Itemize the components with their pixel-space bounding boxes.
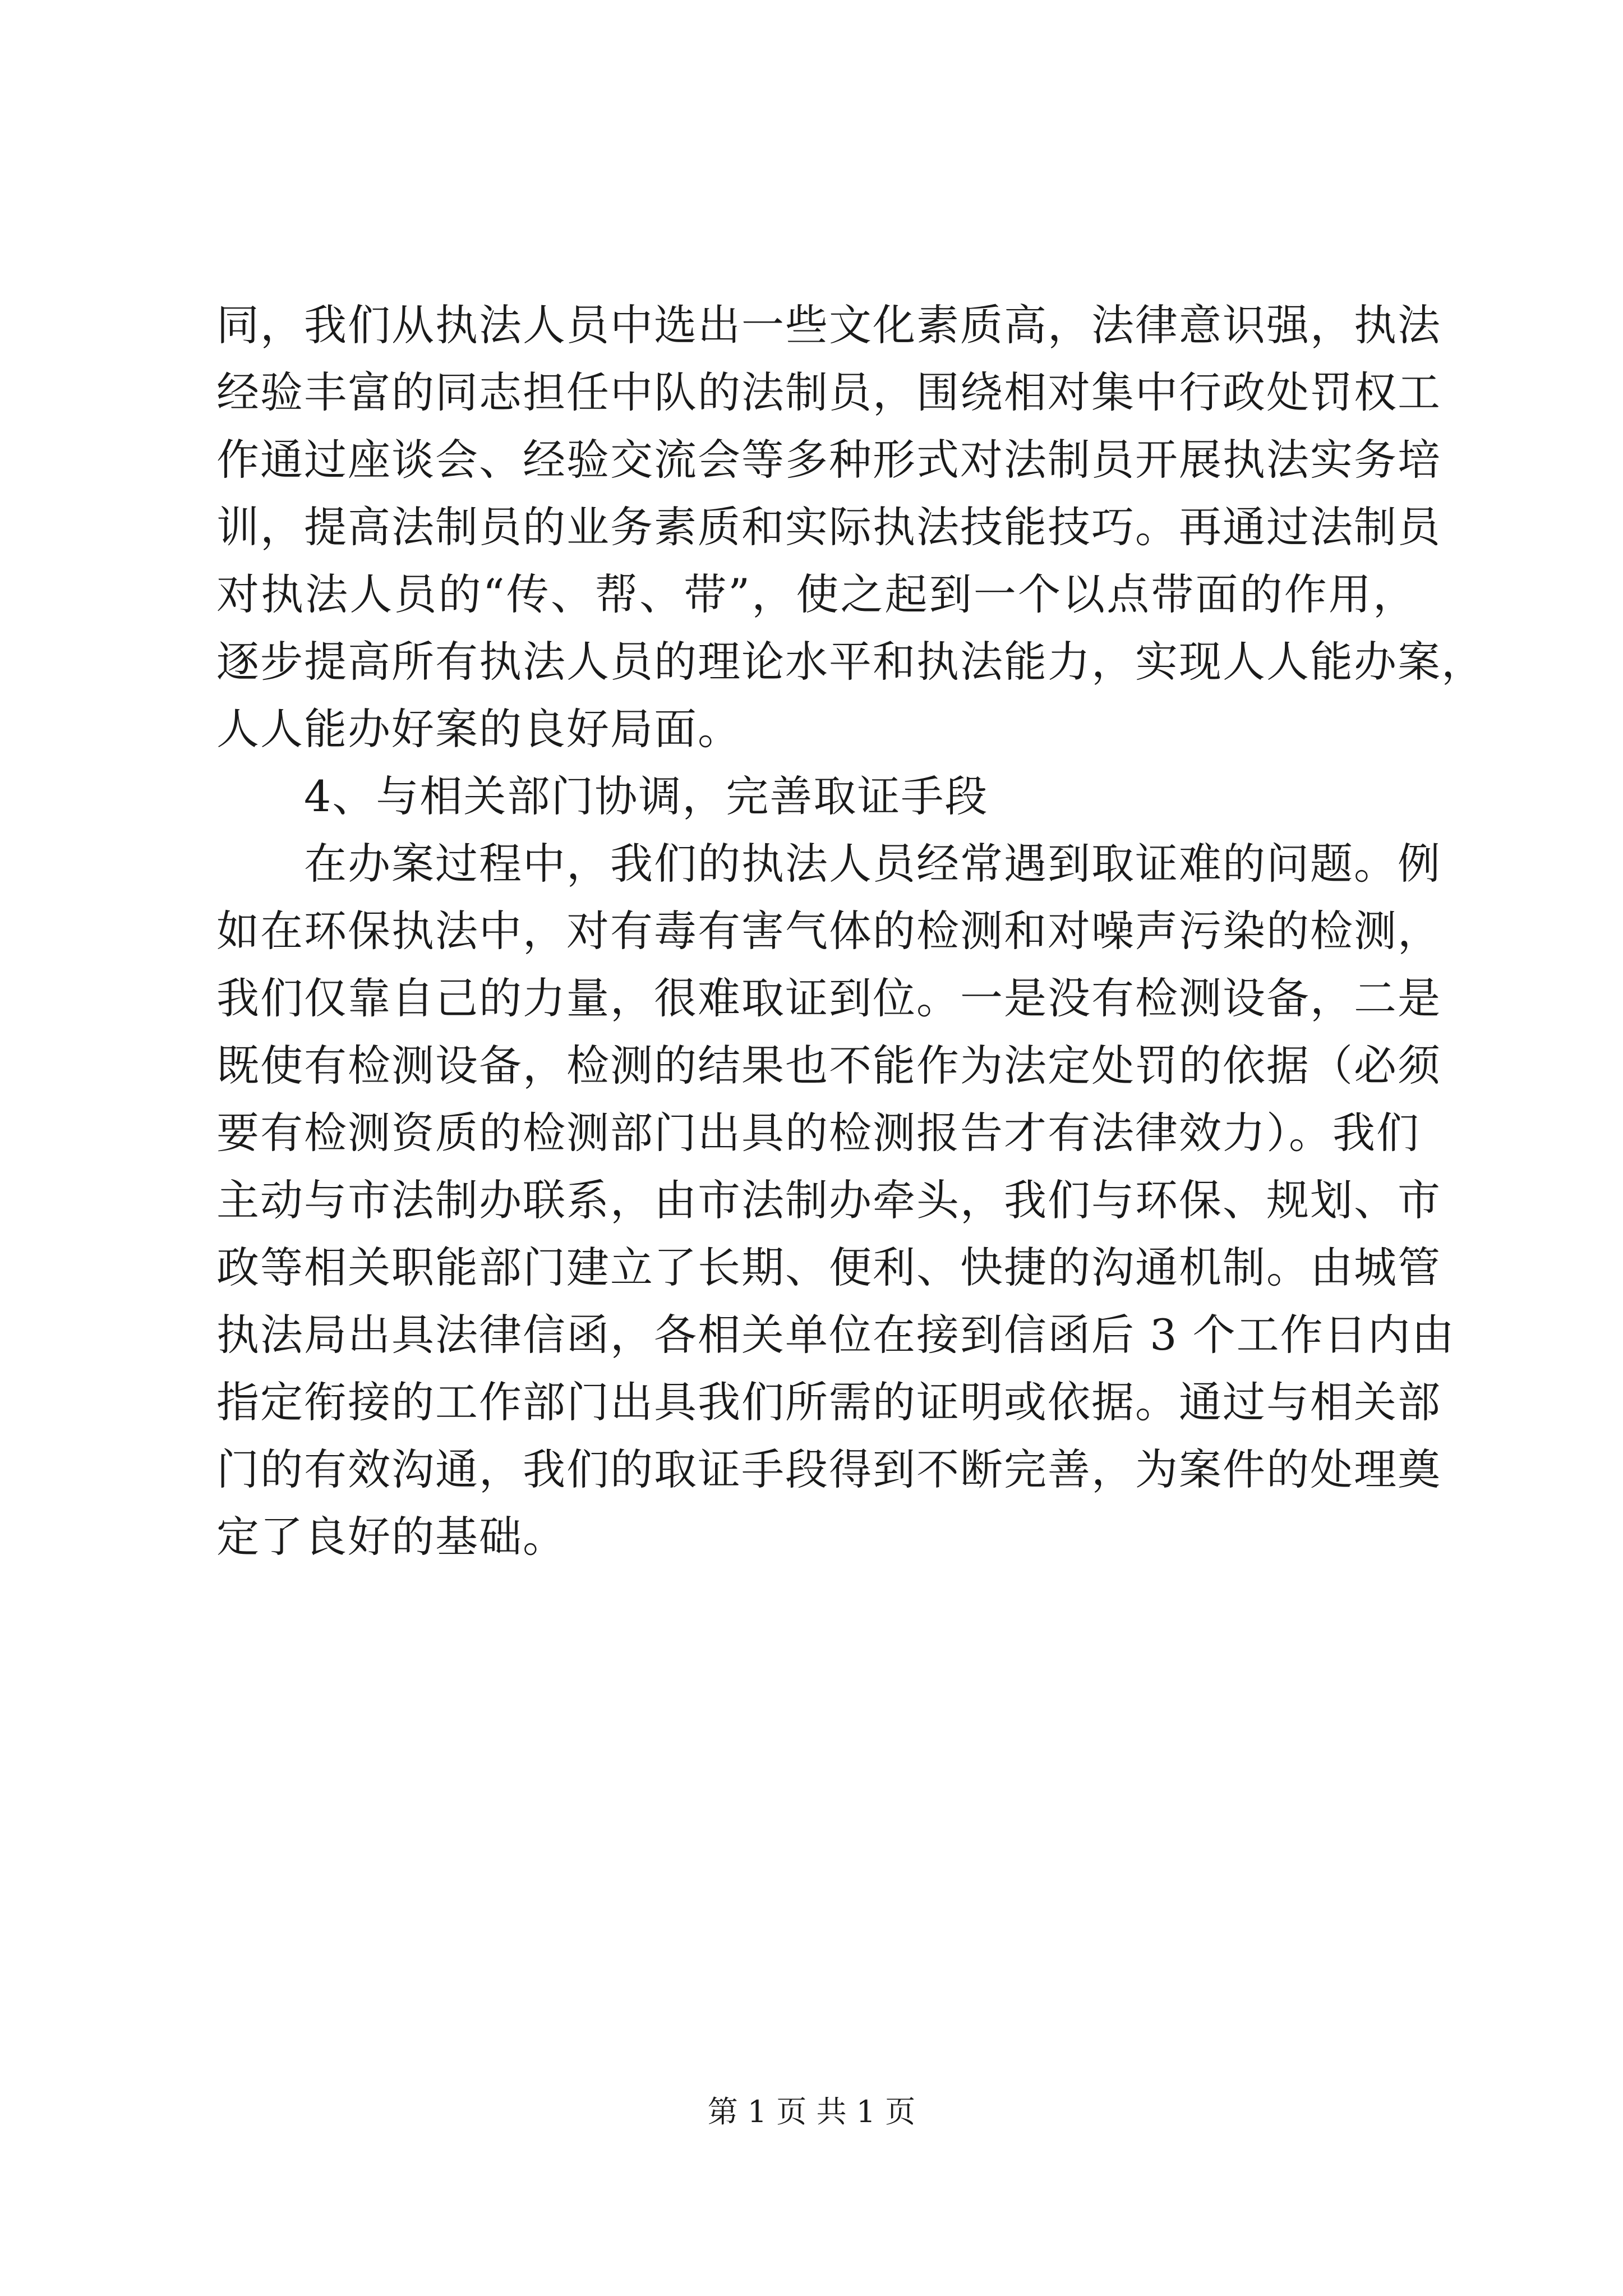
text-line: 指定衔接的工作部门出具我们所需的证明或依据。通过与相关部 xyxy=(216,1377,1441,1427)
text-line: 作通过座谈会、经验交流会等多种形式对法制员开展执法实务培 xyxy=(216,435,1441,485)
text-line: 经验丰富的同志担任中队的法制员，围绕相对集中行政处罚权工 xyxy=(216,367,1441,417)
text-line: 定了良好的基础。 xyxy=(216,1512,566,1562)
text-line: 执法局出具法律信函，各相关单位在接到信函后 3 个工作日内由 xyxy=(216,1310,1455,1360)
paragraph-evidence xyxy=(216,830,1455,1571)
text-line: 在办案过程中，我们的执法人员经常遇到取证难的问题。例 xyxy=(304,839,1441,889)
text-line: 我们仅靠自己的力量，很难取证到位。一是没有检测设备，二是 xyxy=(216,973,1441,1023)
text-line: 逐步提高所有执法人员的理论水平和执法能力，实现人人能办案， xyxy=(216,637,1485,687)
text-line: 同，我们从执法人员中选出一些文化素质高，法律意识强，执法 xyxy=(216,300,1441,350)
text-line: 门的有效沟通，我们的取证手段得到不断完善，为案件的处理奠 xyxy=(216,1444,1441,1494)
paragraph-continuation xyxy=(216,292,1485,763)
document-body xyxy=(216,292,1485,1571)
text-line: 要有检测资质的检测部门出具的检测报告才有法律效力）。我们 xyxy=(216,1108,1420,1158)
text-line: 人人能办好案的良好局面。 xyxy=(216,704,741,754)
page-footer: 第 1 页 共 1 页 xyxy=(707,2094,916,2129)
text-line: 既使有检测设备，检测的结果也不能作为法定处罚的依据（必须 xyxy=(216,1041,1441,1091)
text-line: 主动与市法制办联系，由市法制办牵头，我们与环保、规划、市 xyxy=(216,1175,1441,1225)
text-line: 对执法人员的“传、帮、带”，使之起到一个以点带面的作用， xyxy=(216,569,1417,619)
text-line: 如在环保执法中，对有毒有害气体的检测和对噪声污染的检测， xyxy=(216,906,1441,956)
text-line: 训，提高法制员的业务素质和实际执法技能技巧。再通过法制员 xyxy=(216,502,1441,552)
section-heading: 4、与相关部门协调，完善取证手段 xyxy=(304,771,989,821)
text-line: 政等相关职能部门建立了长期、便利、快捷的沟通机制。由城管 xyxy=(216,1243,1441,1292)
